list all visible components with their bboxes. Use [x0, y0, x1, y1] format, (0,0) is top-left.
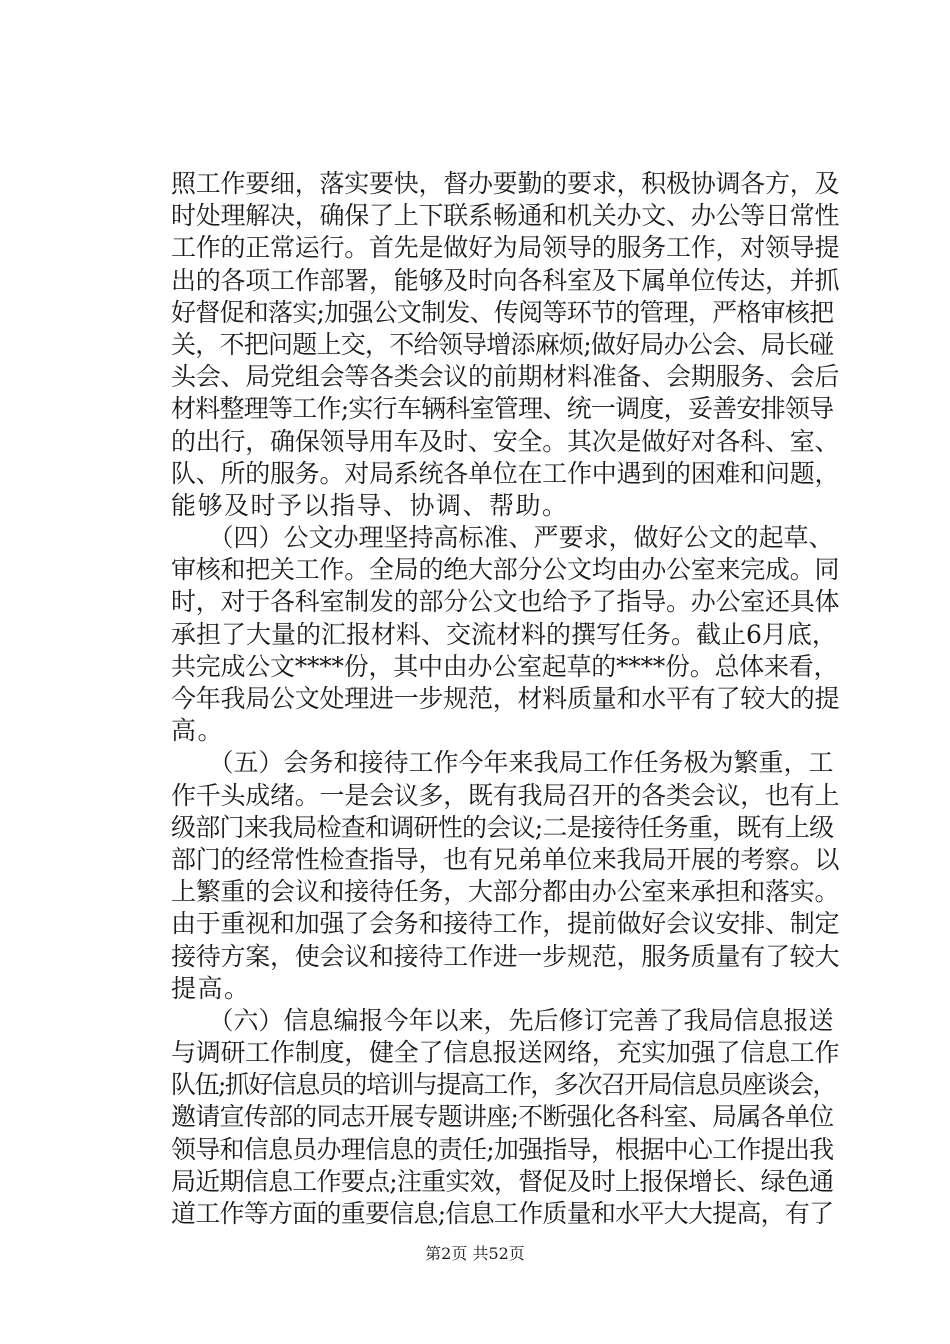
text-line: 上繁重的会议和接待任务，大部分都由办公室来承担和落实。: [171, 877, 840, 907]
text-line: 材料整理等工作;实行车辆科室管理、统一调度，妥善安排领导: [171, 394, 834, 424]
text-line: 高。: [171, 716, 225, 746]
text-line: 由于重视和加强了会务和接待工作，提前做好会议安排、制定: [171, 909, 840, 939]
text-line: 提高。: [171, 973, 251, 1003]
text-line: 的出行，确保领导用车及时、安全。其次是做好对各科、室、: [171, 426, 840, 456]
text-line: 关，不把问题上交，不给领导增添麻烦;做好局办公会、局长碰: [171, 329, 834, 359]
text-line: （五）会务和接待工作今年来我局工作任务极为繁重，工: [171, 748, 834, 778]
text-line: 头会、局党组会等各类会议的前期材料准备、会期服务、会后: [171, 362, 840, 392]
text-line: 好督促和落实;加强公文制发、传阅等环节的管理，严格审核把: [171, 297, 834, 327]
text-line: 今年我局公文处理进一步规范，材料质量和水平有了较大的提: [171, 684, 840, 713]
text-line: 邀请宣传部的同志开展专题讲座;不断强化各科室、局属各单位: [171, 1102, 834, 1132]
text-line: 时处理解决，确保了上下联系畅通和机关办文、办公等日常性: [171, 201, 840, 231]
text-line: 照工作要细，落实要快，督办要勤的要求，积极协调各方，及: [171, 169, 840, 198]
text-line: 审核和把关工作。全局的绝大部分公文均由办公室来完成。同: [171, 555, 840, 585]
text-line: 与调研工作制度，健全了信息报送网络，充实加强了信息工作: [171, 1038, 840, 1068]
text-line: 队伍;抓好信息员的培训与提高工作，多次召开局信息员座谈会，: [171, 1070, 836, 1100]
text-line: 部门的经常性检查指导，也有兄弟单位来我局开展的考察。以: [171, 844, 840, 874]
text-line: 级部门来我局检查和调研性的会议;二是接待任务重，既有上级: [171, 812, 834, 842]
text-line: 时，对于各科室制发的部分公文也给予了指导。办公室还具体: [171, 587, 840, 617]
text-line: 局近期信息工作要点;注重实效，督促及时上报保增长、绿色通: [171, 1166, 834, 1196]
text-line: 承担了大量的汇报材料、交流材料的撰写任务。截止6月底，: [171, 619, 837, 649]
text-line: 共完成公文****份，其中由办公室起草的****份。总体来看，: [171, 651, 839, 681]
text-line: 队、所的服务。对局系统各单位在工作中遇到的困难和问题，: [171, 458, 840, 488]
text-line: 出的各项工作部署，能够及时向各科室及下属单位传达，并抓: [171, 265, 840, 295]
text-line: 工作的正常运行。首先是做好为局领导的服务工作，对领导提: [171, 233, 840, 263]
text-line: （六）信息编报今年以来，先后修订完善了我局信息报送: [171, 1005, 834, 1035]
body-text: [171, 168, 840, 1230]
text-line: 作千头成绪。一是会议多，既有我局召开的各类会议，也有上: [171, 780, 840, 810]
text-line: 领导和信息员办理信息的责任;加强指导，根据中心工作提出我: [171, 1134, 834, 1164]
text-line: 道工作等方面的重要信息;信息工作质量和水平大大提高，有了: [171, 1199, 834, 1228]
text-line: 接待方案，使会议和接待工作进一步规范，服务质量有了较大: [171, 941, 840, 971]
page-number-footer: 第2页 共52页: [425, 1244, 525, 1263]
text-line: 能够及时予以指导、协调、帮助。: [171, 490, 569, 520]
text-line: （四）公文办理坚持高标准、严要求，做好公文的起草、: [171, 523, 834, 553]
